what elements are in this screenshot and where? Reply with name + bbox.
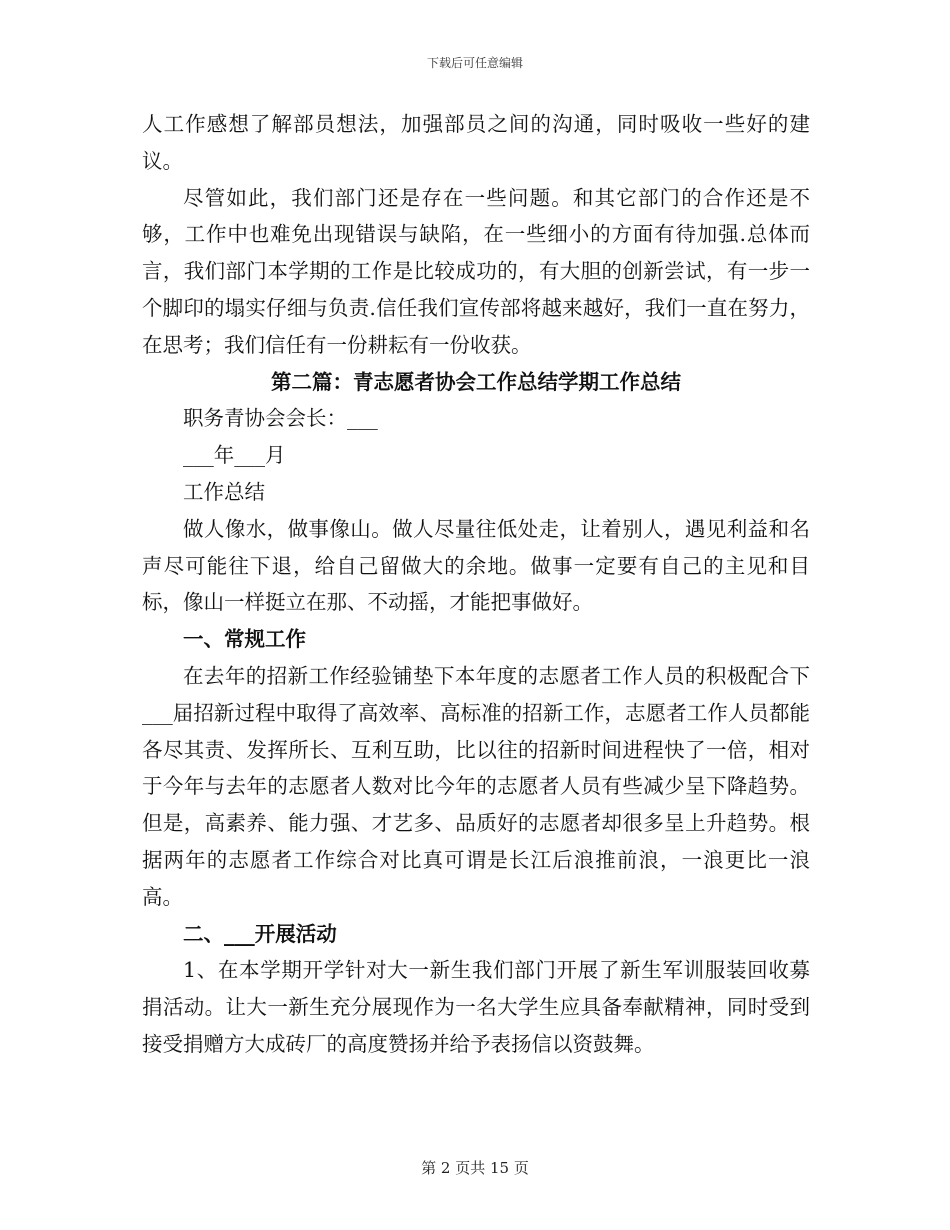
position-line: 职务青协会会长：___ [183, 406, 378, 431]
document-body [142, 106, 810, 1063]
section-title: 第二篇：青志愿者协会工作总结学期工作总结 [271, 369, 681, 394]
paragraph-problems: 尽管如此，我们部门还是存在一些问题。和其它部门的合作还是不够，工作中也难免出现错误与缺陷，在一些细小的方面有待加强.总体而言，我们部门本学期的工作是比较成功的，有大胆的创新尝试，有一步一个脚印的塌实仔细与负责.信任我们宣传部将越来越好，我们一直在努力，在思考；我们信任有一份耕耘有一份收获。 [142, 185, 810, 357]
subheading-routine-work: 一、常规工作 [183, 627, 306, 652]
page-header: 下载后可任意编辑 [426, 56, 523, 70]
paragraph-recruitment: 在去年的招新工作经验铺垫下本年度的志愿者工作人员的积极配合下___届招新过程中取得了高效率、高标准的招新工作，志愿者工作人员都能各尽其责、发挥所长、互利互助，比以往的招新时间进程快了一倍，相对于今年与去年的志愿者人数对比今年的志愿者人员有些减少呈下降趋势。但是，高素养、能力强、才艺多、品质好的志愿者却很多呈上升趋势。根据两年的志愿者工作综合对比真可谓是长江后浪推前浪，一浪更比一浪高。 [142, 663, 810, 909]
summary-label: 工作总结 [183, 479, 265, 504]
paragraph-activity-1: 1、在本学期开学针对大一新生我们部门开展了新生军训服装回收募捐活动。让大一新生充分展现作为一名大学生应具备奉献精神，同时受到接受捐赠方大成砖厂的高度赞扬并给予表扬信以资鼓舞。 [142, 958, 810, 1056]
page-footer: 第 2 页共 15 页 [421, 1159, 529, 1177]
paragraph-continued: 人工作感想了解部员想法，加强部员之间的沟通，同时吸收一些好的建议。 [142, 112, 810, 173]
paragraph-motto: 做人像水，做事像山。做人尽量往低处走，让着别人，遇见利益和名声尽可能往下退，给自己留做大的余地。做事一定要有自己的主见和目标，像山一样挺立在那、不动摇，才能把事做好。 [142, 516, 810, 615]
subheading-activities: 二、___开展活动 [183, 921, 337, 946]
date-line: ___年___月 [183, 443, 286, 468]
